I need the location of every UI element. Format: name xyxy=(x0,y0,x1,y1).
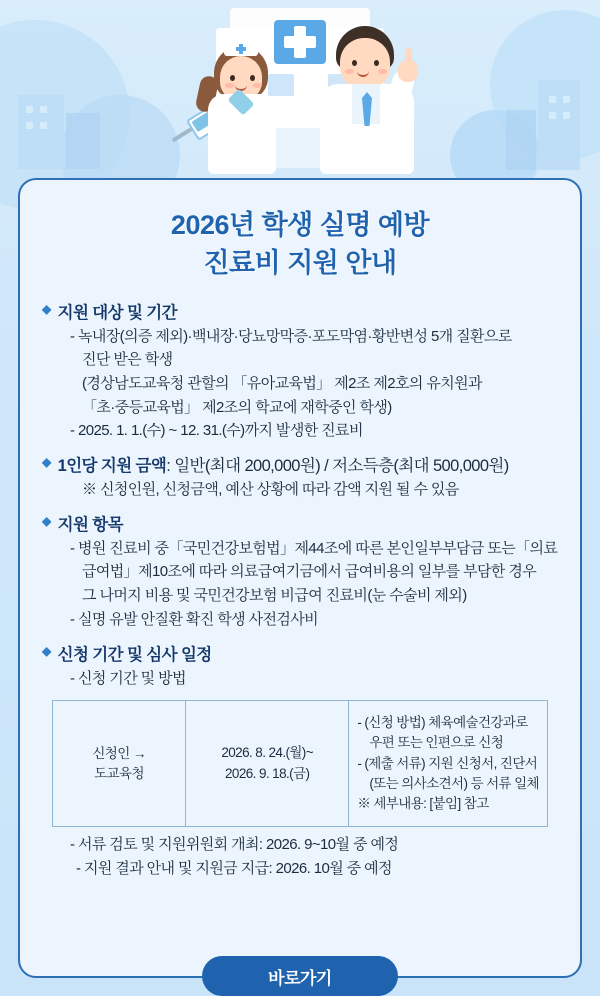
section-amount xyxy=(42,452,558,502)
section-schedule-followup xyxy=(42,833,558,880)
title-line-2: 진료비 지원 안내 xyxy=(203,248,397,279)
table-cell-subline: (또는 의사소견서) 등 서류 일체 xyxy=(369,775,539,791)
window-decor xyxy=(549,96,556,103)
window-decor xyxy=(40,122,47,129)
building-decor xyxy=(538,80,580,170)
window-decor xyxy=(563,96,570,103)
table-cell-line: 도교육청 xyxy=(94,765,144,781)
nurse-character-illustration xyxy=(196,42,288,174)
section-eligibility xyxy=(42,299,558,443)
table-cell-line: - (제출 서류) 지원 신청서, 진단서 xyxy=(357,755,538,771)
diamond-bullet-icon: ◆ xyxy=(42,301,51,316)
schedule-line: - 지원 결과 안내 및 지원금 지급: 2026. 10월 중 예정 xyxy=(76,860,392,878)
section-heading-label: 지원 대상 및 기간 xyxy=(57,303,177,322)
building-decor xyxy=(506,110,536,170)
diamond-bullet-icon: ◆ xyxy=(42,643,51,658)
doctor-character-illustration xyxy=(312,26,422,174)
section-heading xyxy=(42,511,558,535)
section-line: 그 나머지 비용 및 국민건강보험 비급여 진료비(눈 수술비 제외) xyxy=(82,587,467,605)
building-decor xyxy=(66,113,100,169)
diamond-bullet-icon: ◆ xyxy=(42,455,51,470)
table-cell-period xyxy=(186,701,349,827)
section-heading-label: 신청 기간 및 심사 일정 xyxy=(57,645,212,664)
section-line: 진단 받은 학생 xyxy=(82,351,173,369)
diamond-bullet-icon: ◆ xyxy=(42,513,51,528)
section-line: - 녹내장(의증 제외)·백내장·당뇨망막증·포도막염·황반변성 5개 질환으로 xyxy=(70,327,512,345)
table-cell-line: 신청인 → xyxy=(92,745,146,761)
section-line: - 신청 기간 및 방법 xyxy=(70,669,186,687)
application-schedule-table xyxy=(52,700,548,827)
section-heading xyxy=(42,299,558,323)
window-decor xyxy=(26,106,33,113)
section-line: - 병원 진료비 중「국민건강보험법」제44조에 따른 본인일부부담금 또는「의료 xyxy=(70,539,558,557)
window-decor xyxy=(549,112,556,119)
table-cell-line: ※ 세부내용: [붙임] 참고 xyxy=(357,796,489,812)
table-cell-line: 2026. 9. 18.(금) xyxy=(225,765,310,781)
page-title xyxy=(42,206,558,283)
announcement-card xyxy=(18,178,582,988)
window-decor xyxy=(40,106,47,113)
cta-container xyxy=(20,956,580,996)
section-heading-label: 1인당 지원 금액 xyxy=(57,457,167,476)
table-cell-subline: 우편 또는 인편으로 신청 xyxy=(369,735,504,751)
table-cell-applicant xyxy=(53,701,186,827)
section-items xyxy=(42,511,558,632)
window-decor xyxy=(563,112,570,119)
section-line: 「초·중등교육법」 제2조의 학교에 재학중인 학생) xyxy=(82,398,392,416)
section-schedule xyxy=(42,641,558,691)
table-cell-method xyxy=(349,701,548,827)
schedule-line: - 서류 검토 및 지원위원회 개최: 2026. 9~10월 중 예정 xyxy=(70,836,399,854)
table-cell-line: - (신청 방법) 체육예술건강과로 xyxy=(357,715,528,731)
table-cell-line: 2026. 8. 24.(월)~ xyxy=(221,744,313,760)
section-heading-inline: : 일반(최대 200,000원) / 저소득층(최대 500,000원) xyxy=(166,457,509,476)
go-to-link-button[interactable]: 바로가기 xyxy=(202,956,398,996)
section-line: - 2025. 1. 1.(수) ~ 12. 31.(수)까지 발생한 진료비 xyxy=(70,422,363,440)
section-heading xyxy=(42,641,558,665)
section-line: - 실명 유발 안질환 확진 학생 사전검사비 xyxy=(70,610,319,628)
section-line: (경상남도교육청 관할의 「유아교육법」 제2조 제2호의 유치원과 xyxy=(82,375,482,393)
section-line: ※ 신청인원, 신청금액, 예산 상황에 따라 감액 지원 될 수 있음 xyxy=(82,481,459,499)
section-heading xyxy=(42,452,558,476)
window-decor xyxy=(26,122,33,129)
title-line-1: 2026년 학생 실명 예방 xyxy=(170,210,430,240)
section-line: 급여법」제10조에 따라 의료급여기금에서 급여비용의 일부를 부담한 경우 xyxy=(82,563,537,581)
section-heading-label: 지원 항목 xyxy=(57,515,123,534)
